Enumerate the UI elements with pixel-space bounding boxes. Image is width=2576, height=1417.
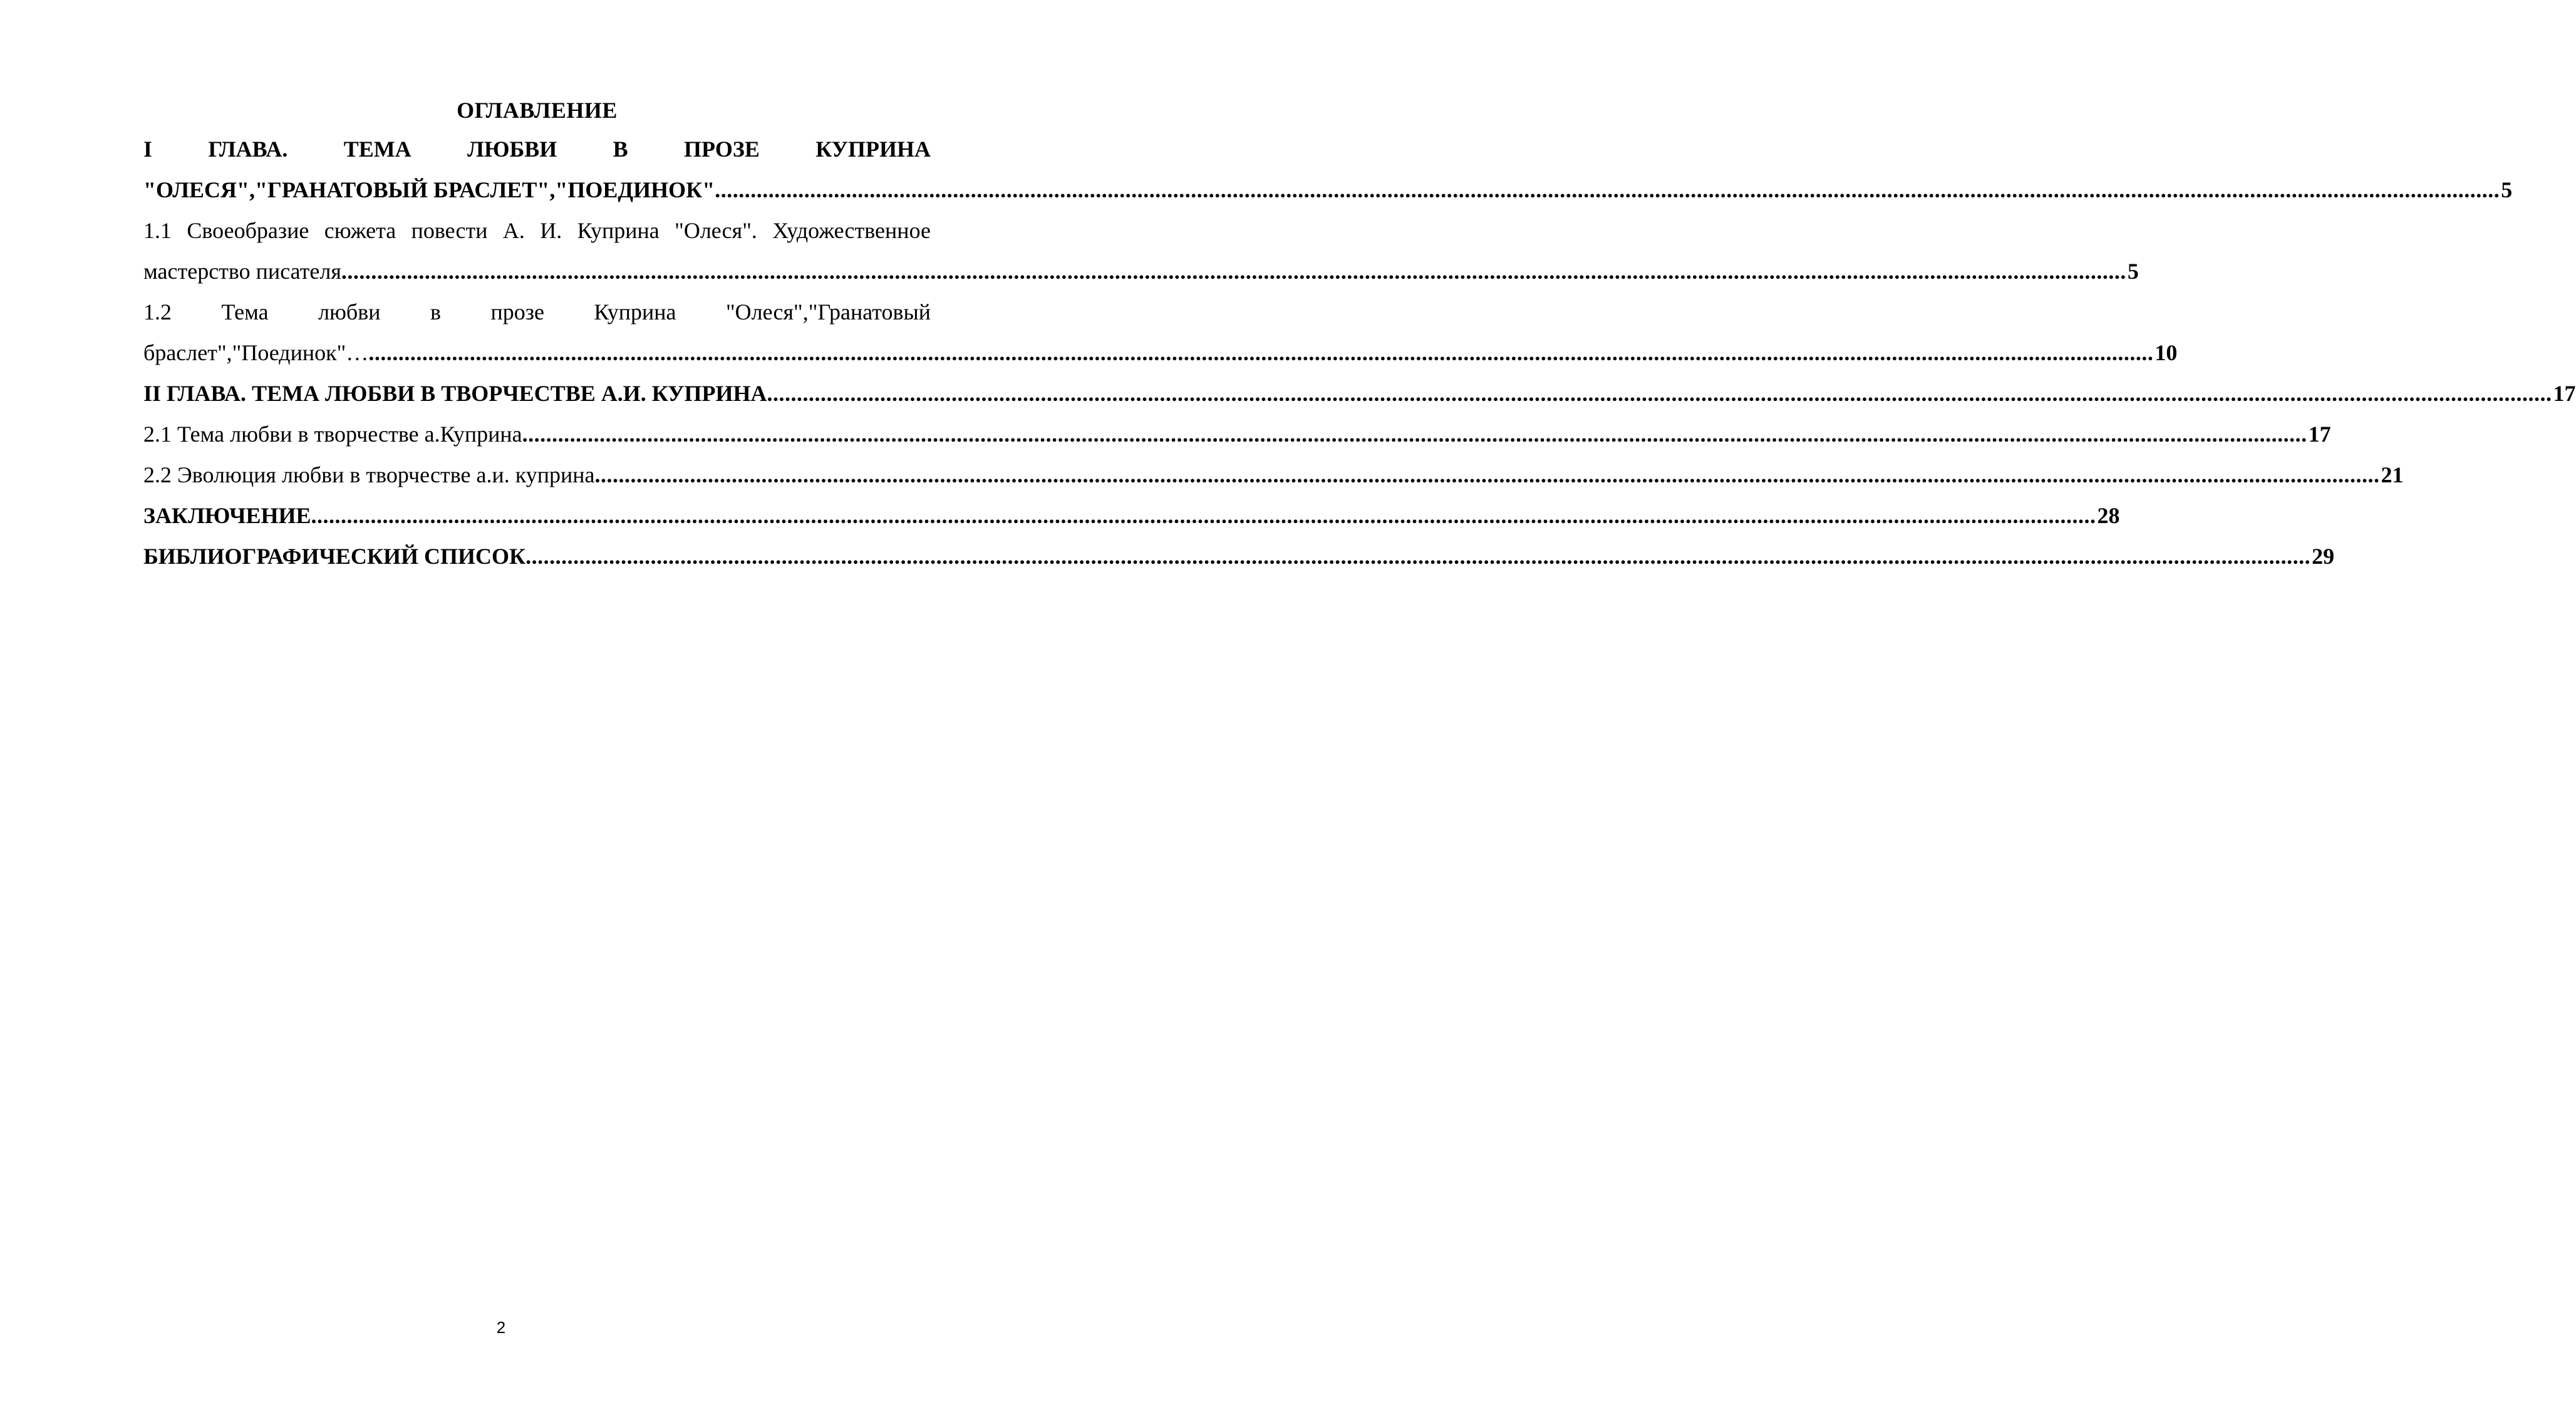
toc-entry-text-line: 2.1 Тема любви в творчестве а.Куприна bbox=[143, 422, 522, 447]
toc-entry-bibliography[interactable] bbox=[143, 536, 2335, 577]
toc-entry-leader-line bbox=[143, 251, 2139, 292]
toc-entry-text-line: II ГЛАВА. ТЕМА ЛЮБВИ В ТВОРЧЕСТВЕ А.И. КУПРИНА bbox=[143, 381, 767, 406]
toc-page-number: 21 bbox=[2381, 462, 2404, 487]
toc-entry-conclusion[interactable] bbox=[143, 496, 2120, 536]
page-number: 2 bbox=[496, 1318, 506, 1337]
dot-leader: ............................................................................................................................................................................................................................................................................................................ bbox=[594, 462, 2380, 487]
toc-entry-text-line: 1.1 Своеобразие сюжета повести А. И. Куприна "Олеся". Художественное bbox=[143, 218, 931, 243]
toc-page-number: 17 bbox=[2308, 422, 2331, 447]
toc-entry-leader-line bbox=[143, 333, 2178, 373]
toc-entry-leader-line bbox=[143, 496, 2120, 536]
dot-leader: ............................................................................................................................................................................................................................................................................................................ bbox=[368, 340, 2154, 365]
dot-leader: ............................................................................................................................................................................................................................................................................................................ bbox=[767, 381, 2552, 406]
toc-entry-chapter-1[interactable] bbox=[143, 129, 2513, 210]
toc-entry-leader-line bbox=[143, 373, 2576, 414]
dot-leader: ............................................................................................................................................................................................................................................................................................................ bbox=[715, 177, 2500, 202]
dot-leader: ............................................................................................................................................................................................................................................................................................................ bbox=[522, 422, 2307, 447]
toc-entry-text-line: "ОЛЕСЯ","ГРАНАТОВЫЙ БРАСЛЕТ","ПОЕДИНОК" bbox=[143, 177, 715, 202]
toc-page-number: 29 bbox=[2312, 544, 2335, 569]
dot-leader: ............................................................................................................................................................................................................................................................................................................ bbox=[341, 259, 2126, 284]
toc-entry-leader-line bbox=[143, 414, 2331, 455]
toc-entry-section-1-2[interactable] bbox=[143, 292, 2178, 373]
toc-entry-text-line: браслет","Поединок"… bbox=[143, 340, 369, 365]
toc-entry-chapter-2[interactable] bbox=[143, 373, 2576, 414]
toc-entry-text-line: I ГЛАВА. ТЕМА ЛЮБВИ В ПРОЗЕ КУПРИНА bbox=[143, 137, 931, 162]
toc-page-number: 17 bbox=[2553, 381, 2576, 406]
toc-entry-leader-line bbox=[143, 455, 2404, 496]
table-of-contents bbox=[143, 129, 2576, 577]
toc-page-number: 28 bbox=[2097, 503, 2120, 528]
toc-page-number: 10 bbox=[2154, 340, 2178, 365]
toc-entry-leader-line bbox=[143, 536, 2335, 577]
toc-entry-text-line: мастерство писателя bbox=[143, 259, 341, 284]
dot-leader: ............................................................................................................................................................................................................................................................................................................ bbox=[525, 544, 2311, 569]
toc-page-number: 5 bbox=[2501, 177, 2513, 202]
toc-entry-leader-line bbox=[143, 170, 2513, 210]
toc-entry-section-2-1[interactable] bbox=[143, 414, 2331, 455]
toc-entry-text-line: ЗАКЛЮЧЕНИЕ bbox=[143, 503, 311, 528]
toc-entry-section-1-1[interactable] bbox=[143, 210, 2139, 292]
toc-entry-text-line: БИБЛИОГРАФИЧЕСКИЙ СПИСОК bbox=[143, 544, 526, 569]
toc-page-number: 5 bbox=[2127, 259, 2139, 284]
toc-entry-text-line: 1.2 Тема любви в прозе Куприна "Олеся","Гранатовый bbox=[143, 299, 931, 324]
toc-title: ОГЛАВЛЕНИЕ bbox=[457, 98, 618, 123]
toc-entry-text-line: 2.2 Эволюция любви в творчестве а.и. куприна bbox=[143, 462, 595, 487]
dot-leader: ............................................................................................................................................................................................................................................................................................................ bbox=[311, 503, 2096, 528]
toc-entry-section-2-2[interactable] bbox=[143, 455, 2404, 496]
